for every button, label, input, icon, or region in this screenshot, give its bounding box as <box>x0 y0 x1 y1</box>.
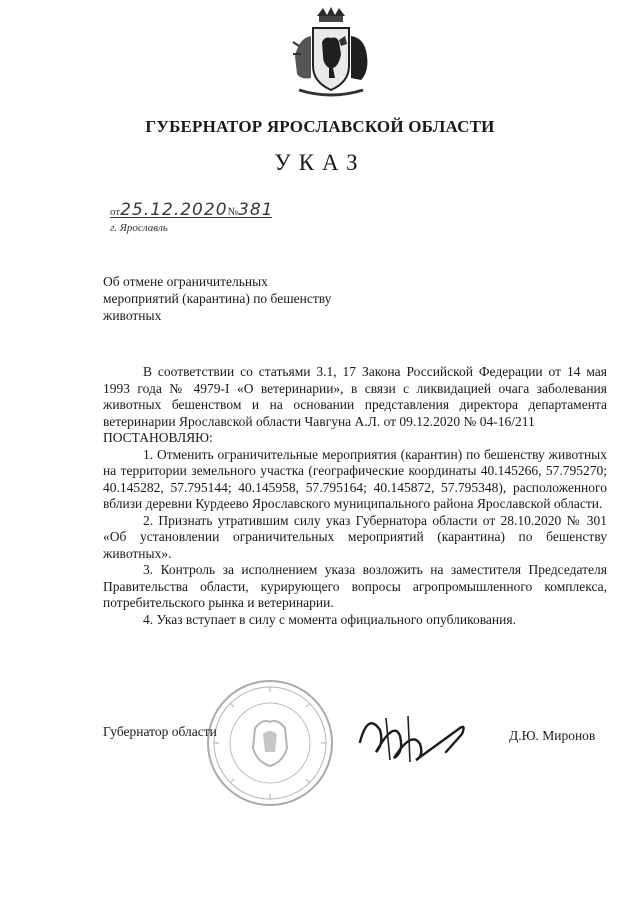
handwritten-date: 25.12.2020 <box>120 200 228 220</box>
decree-word: ПОСТАНОВЛЯЮ: <box>103 430 213 445</box>
handwritten-signature-icon <box>350 700 490 770</box>
decree-body <box>103 364 607 628</box>
handwritten-number: 381 <box>238 200 274 220</box>
document-type: УКАЗ <box>274 150 366 175</box>
date-prefix: от <box>110 206 121 218</box>
signatory-title: Губернатор области <box>103 724 217 739</box>
date-underline <box>110 217 272 218</box>
preamble-paragraph: В соответствии со статьями 3.1, 17 Закона Российской Федерации от 14 мая 1993 года № 4979-I «О ветеринарии», в связи с ликвидацией очага заболевания животных бешенством и на основании представления директора департамента ветеринарии Ярославской области Чавгуна А.Л. от 09.12.2020 № 04-16/211 <box>103 364 607 429</box>
decree-item-1: 1. Отменить ограничительные мероприятия (карантин) по бешенству животных на территории земельного участка (географические координаты 40.145266, 57.795270; 40.145282, 57.795144; 40.145958, 57.795164; 40.145872, 57.795348), расположенного вблизи деревни Курдеево Ярославского муниципального района Ярославской области. <box>103 446 607 511</box>
date-number-line <box>110 200 273 220</box>
decree-item-3: 3. Контроль за исполнением указа возложить на заместителя Председателя Правительства области, курирующего вопросы агропромышленного комплекса, потребительского рынка и ветеринарии. <box>103 562 607 610</box>
number-prefix: № <box>227 206 239 218</box>
decree-subject: Об отмене ограничительных мероприятий (карантина) по бешенству животных <box>103 274 332 323</box>
handwritten-signature <box>350 700 490 770</box>
decree-item-4: 4. Указ вступает в силу с момента официального опубликования. <box>143 611 516 627</box>
coat-of-arms-emblem <box>289 6 373 102</box>
yaroslavl-coat-of-arms-icon <box>289 6 373 102</box>
official-seal-icon <box>205 678 335 808</box>
issuing-authority: ГУБЕРНАТОР ЯРОСЛАВСКОЙ ОБЛАСТИ <box>145 117 495 136</box>
official-seal <box>205 678 335 808</box>
decree-item-2: 2. Признать утратившим силу указ Губернатора области от 28.10.2020 № 301 «Об установлении ограничительных мероприятий (карантина) по бешенству животных». <box>103 512 607 561</box>
city-of-issue: г. Ярославль <box>110 222 168 234</box>
signatory-name: Д.Ю. Миронов <box>509 728 596 743</box>
